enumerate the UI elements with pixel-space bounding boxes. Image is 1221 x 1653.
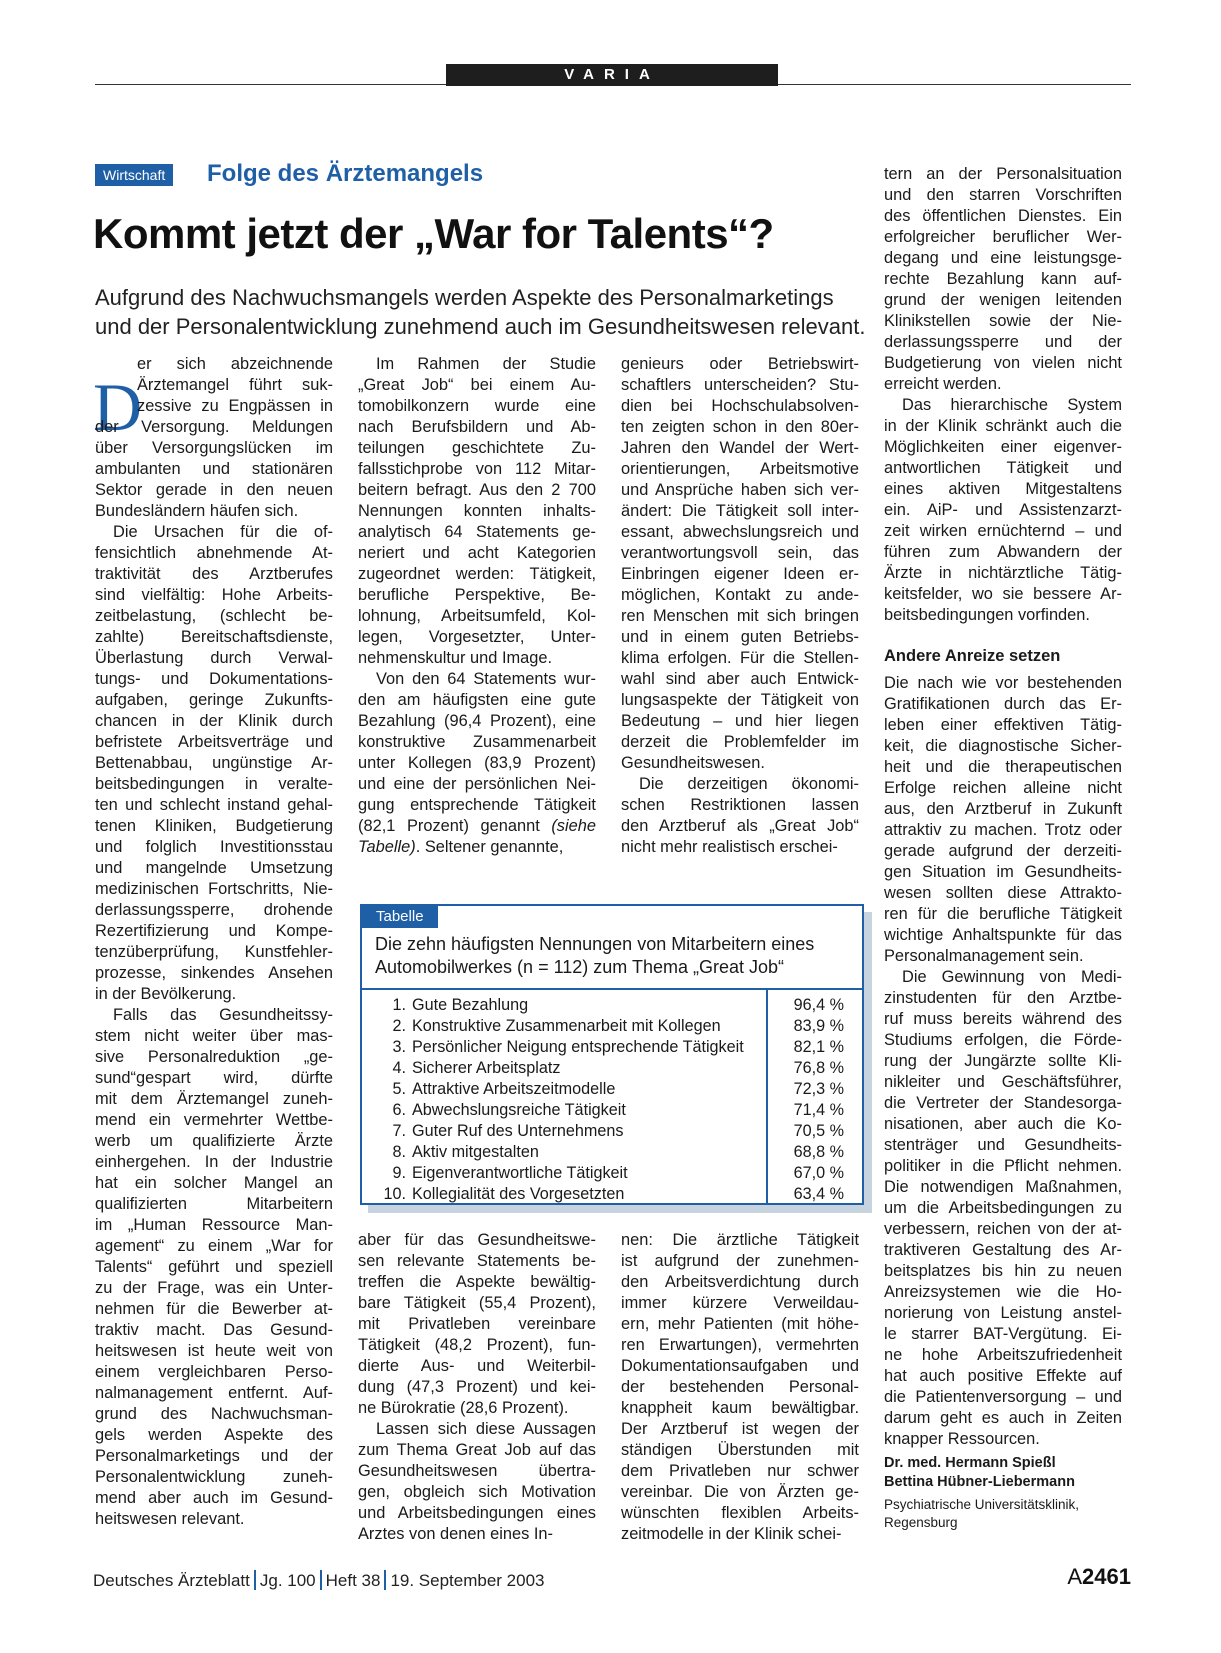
text-line: schaftlers unterscheiden? Stu-: [621, 376, 859, 394]
text-line: tomobilkonzern wurde eine: [358, 397, 596, 415]
text-line: tenen Kliniken, Budgetierung: [95, 817, 333, 835]
percentage-value: 70,5 %: [793, 1122, 844, 1140]
text-line: Falls das Gesundheitssy-: [113, 1006, 333, 1024]
kicker-title: Folge des Ärztemangels: [207, 160, 484, 187]
text-line: wahl sind aber auch Entwick-: [621, 670, 859, 688]
text-line: essant, abwechslungsreich und: [621, 523, 859, 541]
text-line: teilungen geschichtete Zu-: [358, 439, 596, 457]
text-line: derzeit die Problemfelder im: [621, 733, 859, 751]
text-line: beitern befragt. Aus den 2 700: [358, 481, 596, 499]
table-rule: [362, 988, 862, 990]
rank-number: 3.: [392, 1038, 406, 1056]
text-line: grund der wenigen leitenden: [884, 291, 1122, 309]
text-line: ren Menschen mit sich bringen: [621, 607, 859, 625]
item-label: Gute Bezahlung: [412, 996, 529, 1014]
journal-volume: Jg. 100: [259, 1571, 316, 1590]
text-line: beitsplatzes bis hin zu neuen: [884, 1262, 1122, 1280]
percentage-value: 72,3 %: [793, 1080, 844, 1098]
text-line: Anreizsystemen wie die Ho-: [884, 1283, 1122, 1301]
text-line: gels werden Aspekte des: [95, 1426, 333, 1444]
text-line: über Versorgungslücken im: [95, 439, 333, 457]
text-line: dierte Aus- und Weiterbil-: [358, 1357, 596, 1375]
text-line: heitswesen ist heute weit von: [95, 1342, 333, 1360]
text-line: einem vergleichbaren Perso-: [95, 1363, 333, 1381]
text-line: tungs- und Dokumentations-: [95, 670, 333, 688]
text-line: heit und die therapeutischen: [884, 758, 1122, 776]
text-line: aus, den Arztberuf in Zukunft: [884, 800, 1122, 818]
rank-number: 1.: [392, 996, 406, 1014]
text-line: keitsfelder, wo sie bessere Ar-: [884, 585, 1122, 603]
item-label: Aktiv mitgestalten: [412, 1143, 539, 1161]
item-label: Attraktive Arbeitszeitmodelle: [412, 1080, 616, 1098]
table-body: [382, 995, 862, 1205]
section-label: VARIA: [446, 64, 778, 86]
text-line: [358, 816, 596, 837]
text-line: klima erfolgen. Für die Stellen-: [621, 649, 859, 667]
text-line: zahlte) Bereitschaftsdienste,: [95, 628, 333, 646]
item-label: Konstruktive Zusammenarbeit mit Kollegen: [412, 1017, 721, 1035]
text-line: gung entsprechende Tätigkeit: [358, 796, 596, 814]
text-line: den am häufigsten eine gute: [358, 691, 596, 709]
text-line: Tätigkeit (48,2 Prozent), fun-: [358, 1336, 596, 1354]
text-line: Im Rahmen der Studie: [376, 355, 596, 373]
author-name: Dr. med. Hermann Spießl: [884, 1455, 1056, 1471]
footer-divider: [384, 1570, 386, 1590]
item-label: Abwechslungsreiche Tätigkeit: [412, 1101, 626, 1119]
table-row: [382, 1037, 862, 1058]
text-line: gen Situation im Gesundheits-: [884, 863, 1122, 881]
text-line: und Arbeitsbedingungen eines: [358, 1504, 596, 1522]
text-line: nalmanagement entfernt. Auf-: [95, 1384, 333, 1402]
text-line: rung der Jungärzte sollte Kli-: [884, 1052, 1122, 1070]
text-line: beitsbedingungen in veralte-: [95, 775, 333, 793]
text-line: antwortlichen Tätigkeit und: [884, 459, 1122, 477]
subheadline-line: und der Personalentwicklung zunehmend auch im Gesundheitswesen relevant.: [95, 314, 866, 339]
journal-date: 19. September 2003: [390, 1571, 545, 1590]
text-line: Die Gewinnung von Medi-: [902, 968, 1122, 986]
text-line: zeitmodelle in der Klinik schei-: [621, 1525, 842, 1543]
text-line: konstruktive Zusammenarbeit: [358, 733, 596, 751]
percentage-value: 63,4 %: [793, 1185, 844, 1203]
rank-number: 6.: [392, 1101, 406, 1119]
text-line: einhergehen. In der Industrie: [95, 1153, 333, 1171]
author-name: Bettina Hübner-Liebermann: [884, 1474, 1075, 1490]
text-line: nisationen, aber auch die Ko-: [884, 1115, 1122, 1133]
text-line: ambulanten und stationären: [95, 460, 333, 478]
text-line: rechte Bezahlung kann auf-: [884, 270, 1122, 288]
text-line: dem Privatleben nur schwer: [621, 1462, 859, 1480]
text-line: Bedeutung – und hier liegen: [621, 712, 859, 730]
text-line: Gesundheitswesen.: [621, 754, 765, 772]
text-line: wichtige Anhaltspunkte für das: [884, 926, 1122, 944]
text-line: Personalmarketings und der: [95, 1447, 333, 1465]
rank-number: 4.: [392, 1059, 406, 1077]
text-line: lohnung, Arbeitsumfeld, Kol-: [358, 607, 596, 625]
text-line: Dokumentationsaufgaben und: [621, 1357, 859, 1375]
text-line: werb um qualifizierte Ärzte: [95, 1132, 333, 1150]
text-line: stenträger und Gesundheits-: [884, 1136, 1122, 1154]
text-line: zu der Frage, was ein Unter-: [95, 1279, 333, 1297]
text-line: lungsaspekte der Tätigkeit von: [621, 691, 859, 709]
percentage-value: 67,0 %: [793, 1164, 844, 1182]
rank-number: 9.: [392, 1164, 406, 1182]
text-line: um die Arbeitsbedingungen zu: [884, 1199, 1122, 1217]
text-line: der bestehenden Personal-: [621, 1378, 859, 1396]
text-line: Personalmanagement sein.: [884, 947, 1084, 965]
text-line: nach Berufsbildern und Ab-: [358, 418, 596, 436]
text-line: Studiums erfolgen, die Förde-: [884, 1031, 1122, 1049]
subheadline: [95, 283, 875, 341]
text-line: ein. AiP- und Assistenzarzt-: [884, 501, 1122, 519]
text-line: aufgaben, geringe Zukunfts-: [95, 691, 333, 709]
text-line: der Versorgung. Meldungen: [95, 418, 333, 436]
text-line: des öffentlichen Dienstes. Ein: [884, 207, 1122, 225]
text-line: hat ein solcher Mangel an: [95, 1174, 333, 1192]
table-row: [382, 1142, 862, 1163]
table-row: [382, 1184, 862, 1205]
text-line: zinstudenten für den Arztbe-: [884, 989, 1122, 1007]
text-line: in der Klinik schränkt auch die: [884, 417, 1122, 435]
text-line: tern an der Personalsituation: [884, 165, 1122, 183]
text-line: tenzüberprüfung, Kunstfehler-: [95, 943, 333, 961]
text-line: nicht mehr realistisch erschei-: [621, 838, 838, 856]
table-caption-line: Automobilwerkes (n = 112) zum Thema „Great Job“: [375, 957, 784, 977]
text-line: er sich abzeichnende: [137, 355, 333, 373]
table-caption-line: Die zehn häufigsten Nennungen von Mitarbeitern eines: [375, 934, 815, 954]
text-line: Die Ursachen für die of-: [113, 523, 333, 541]
data-table: [360, 904, 864, 1205]
section-heading: Andere Anreize setzen: [884, 647, 1061, 665]
text-line: und eine der persönlichen Nei-: [358, 775, 596, 793]
text-line: Von den 64 Statements wur-: [376, 670, 596, 688]
text-line: erreicht werden.: [884, 375, 1002, 393]
journal-issue: Heft 38: [325, 1571, 381, 1590]
text-line: führen zum Abwandern der: [884, 543, 1122, 561]
text-line: derlassungssperre und der: [884, 333, 1122, 351]
text-line: legen, Vorgesetzter, Unter-: [358, 628, 596, 646]
column-4: [884, 164, 1122, 1532]
text-line: dung (47,3 Prozent) und kei-: [358, 1378, 596, 1396]
text-line: zessive zu Engpässen in: [137, 397, 333, 415]
text-line: attraktiv zu machen. Trotz oder: [884, 821, 1122, 839]
rank-number: 10.: [383, 1185, 406, 1203]
text-line: zeit wirken ernüchternd – und: [884, 522, 1122, 540]
text-line: Gesundheitswesen übertra-: [358, 1462, 596, 1480]
text-line: Die derzeitigen ökonomi-: [639, 775, 859, 793]
text-line: Personalentwicklung zuneh-: [95, 1468, 333, 1486]
text-line: ne Bürokratie (28,6 Prozent).: [358, 1399, 569, 1417]
table-row: [382, 1079, 862, 1100]
text-line: Gratifikationen durch das Er-: [884, 695, 1122, 713]
text-line: degang und eine leistungsge-: [884, 249, 1122, 267]
text-line: „Great Job“ bei einem Au-: [358, 376, 596, 394]
footer-divider: [320, 1570, 322, 1590]
text-line: bare Tätigkeit (55,4 Prozent),: [358, 1294, 596, 1312]
text-line: Die nach wie vor bestehenden: [884, 674, 1122, 692]
percentage-value: 76,8 %: [793, 1059, 844, 1077]
text-line: keit, die diagnostische Sicher-: [884, 737, 1122, 755]
text-line: und mangelnde Umsetzung: [95, 859, 333, 877]
drop-cap: D: [93, 369, 143, 445]
footer-citation: [93, 1570, 545, 1591]
text-line: ten und schlecht instand gehal-: [95, 796, 333, 814]
text-line: hat auch positive Effekte auf: [884, 1367, 1122, 1385]
table-row: [382, 1100, 862, 1121]
text-line: sund“gespart wird, dürfte: [95, 1069, 333, 1087]
table-row: [382, 1016, 862, 1037]
text-line: Möglichkeiten einer eigenver-: [884, 438, 1122, 456]
text-line: norierung von Leistung anstel-: [884, 1304, 1122, 1322]
text-line: in der Bevölkerung.: [95, 985, 237, 1003]
item-label: Eigenverantwortliche Tätigkeit: [412, 1164, 628, 1182]
text-line: heitswesen relevant.: [95, 1510, 245, 1528]
text-line: traktiveren Gestaltung des Ar-: [884, 1241, 1122, 1259]
text-line: den Arztberuf als „Great Job“: [621, 817, 859, 835]
text-line: die Vertreter der Standesorga-: [884, 1094, 1122, 1112]
text-line: Nennungen konnten inhalts-: [358, 502, 596, 520]
column-2-bottom: [358, 1230, 596, 1545]
column-2-top: [358, 354, 596, 858]
text-line: dien bei Hochschulabsolven-: [621, 397, 859, 415]
text-line: und den starren Vorschriften: [884, 186, 1122, 204]
table-row: [382, 1058, 862, 1079]
text-line: und folglich Investitionsstau: [95, 838, 333, 856]
text-line: nehmenskultur und Image.: [358, 649, 553, 667]
column-3-top: [621, 354, 859, 858]
item-label: Persönlicher Neigung entsprechende Tätigkeit: [412, 1038, 744, 1056]
text-line: gen, obgleich sich Motivation: [358, 1483, 596, 1501]
text-line: nikleiter und Geschäftsführer,: [884, 1073, 1122, 1091]
text-line: zeitbelastung, (schlecht be-: [95, 607, 333, 625]
text-line: Bettenabbau, ungünstige Ar-: [95, 754, 333, 772]
text-line: erfolgreicher beruflicher Wer-: [884, 228, 1122, 246]
page-number-value: 2461: [1082, 1564, 1131, 1589]
text-line: ne hohe Arbeitszufriedenheit: [884, 1346, 1122, 1364]
text-line: ren für die berufliche Tätigkeit: [884, 905, 1122, 923]
text-line: le starrer BAT-Vergütung. Ei-: [884, 1325, 1122, 1343]
text-line: leben einer effektiven Tätig-: [884, 716, 1122, 734]
category-tag: Wirtschaft: [95, 164, 173, 186]
text-line: vereinbar. Die von Ärzten ge-: [621, 1483, 859, 1501]
percentage-value: 71,4 %: [793, 1101, 844, 1119]
text-line: Lassen sich diese Aussagen: [376, 1420, 596, 1438]
text-line: schen Restriktionen lassen: [621, 796, 859, 814]
text-line: treffen die Aspekte bewältig-: [358, 1273, 596, 1291]
percentage-value: 96,4 %: [793, 996, 844, 1014]
text-line: agement“ zu einem „War for: [95, 1237, 333, 1255]
text-line: neriert und acht Kategorien: [358, 544, 596, 562]
text-line: fensichtlich abnehmende At-: [95, 544, 333, 562]
text-fragment: . Seltener genannte,: [415, 838, 564, 856]
text-line: ten zeigten schon in den 80er-: [621, 418, 859, 436]
column-1: [95, 354, 333, 1530]
text-line: darum geht es auch in Zeiten: [884, 1409, 1122, 1427]
text-line: möglichen, Kontakt zu ande-: [621, 586, 859, 604]
table-reference: (siehe: [551, 817, 596, 835]
text-line: knappheit kaum bewältigbar.: [621, 1399, 859, 1417]
page-prefix: A: [1067, 1564, 1083, 1589]
text-line: analytisch 64 Statements ge-: [358, 523, 596, 541]
text-line: Arztes von denen eines In-: [358, 1525, 553, 1543]
item-label: Sicherer Arbeitsplatz: [412, 1059, 561, 1077]
text-line: ern, mehr Patienten (mit höhe-: [621, 1315, 859, 1333]
text-line: mend aber auch im Gesund-: [95, 1489, 333, 1507]
text-line: Talents“ geführt und speziell: [95, 1258, 333, 1276]
text-fragment: (82,1 Prozent) genannt: [358, 817, 552, 835]
text-line: Sektor gerade in den neuen: [95, 481, 333, 499]
text-line: Klinikstellen sowie der Nie-: [884, 312, 1122, 330]
text-line: prozesse, sinkendes Ansehen: [95, 964, 333, 982]
text-line: verantwortungsvoll sein, das: [621, 544, 859, 562]
column-3-bottom: [621, 1230, 859, 1545]
text-line: Überlastung durch Verwal-: [95, 649, 333, 667]
text-line: und Ansprüche haben sich ver-: [621, 481, 859, 499]
footer-divider: [254, 1570, 256, 1590]
text-line: nehmen für die Bewerber at-: [95, 1300, 333, 1318]
text-line: mend ein vermehrter Wettbe-: [95, 1111, 333, 1129]
text-line: gerade aufgrund der derzeiti-: [884, 842, 1122, 860]
text-line: ständigen Überstunden mit: [621, 1441, 859, 1459]
text-line: Der Arztberuf ist wegen der: [621, 1420, 859, 1438]
text-line: Jahren den Wandel der Wert-: [621, 439, 859, 457]
percentage-value: 68,8 %: [793, 1143, 844, 1161]
text-line: mit dem Ärztemangel zuneh-: [95, 1090, 333, 1108]
item-label: Guter Ruf des Unternehmens: [412, 1122, 624, 1140]
table-row: [382, 995, 862, 1016]
text-line: Bezahlung (96,4 Prozent), eine: [358, 712, 596, 730]
text-line: sind vielfältig: Hohe Arbeits-: [95, 586, 333, 604]
rank-number: 7.: [392, 1122, 406, 1140]
page-number: [1067, 1564, 1131, 1590]
author-affiliation: Psychiatrische Universitätsklinik,: [884, 1497, 1080, 1512]
text-line: verbessern, reichen von der at-: [884, 1220, 1122, 1238]
text-line: ist aufgrund der zunehmen-: [621, 1252, 859, 1270]
item-label: Kollegialität des Vorgesetzten: [412, 1185, 625, 1203]
text-line: grund des Nachwuchsman-: [95, 1405, 333, 1423]
rank-number: 5.: [392, 1080, 406, 1098]
subheadline-line: Aufgrund des Nachwuchsmangels werden Aspekte des Personalmarketings: [95, 285, 834, 310]
text-line: im „Human Ressource Man-: [95, 1216, 333, 1234]
headline: Kommt jetzt der „War for Talents“?: [93, 210, 774, 257]
table-reference: Tabelle): [358, 838, 416, 856]
text-line: stem nicht weiter über mas-: [95, 1027, 333, 1045]
rank-number: 2.: [392, 1017, 406, 1035]
text-line: derlassungssperre, drohende: [95, 901, 333, 919]
text-line: wesen sollten diese Attrakto-: [884, 884, 1122, 902]
author-affiliation: Regensburg: [884, 1515, 958, 1530]
text-line: [358, 837, 596, 858]
text-line: Ärzte in nichtärztliche Tätig-: [884, 564, 1122, 582]
text-line: Einbringen eigener Ideen er-: [621, 565, 859, 583]
text-line: sive Personalreduktion „ge-: [95, 1048, 333, 1066]
text-line: Bundesländern häufen sich.: [95, 502, 299, 520]
text-line: beitsbedingungen vorfinden.: [884, 606, 1090, 624]
text-line: traktivität des Arztberufes: [95, 565, 333, 583]
text-line: immer kürzere Verweildau-: [621, 1294, 859, 1312]
text-line: politiker in die Pflicht nehmen.: [884, 1157, 1122, 1175]
text-line: fallsstichprobe von 112 Mitar-: [358, 460, 596, 478]
text-line: knapper Ressourcen.: [884, 1430, 1040, 1448]
text-line: unter Kollegen (83,9 Prozent): [358, 754, 596, 772]
text-line: Die notwendigen Maßnahmen,: [884, 1178, 1122, 1196]
text-line: Ärztemangel führt suk-: [137, 376, 333, 394]
text-line: eines aktiven Mitgestaltens: [884, 480, 1122, 498]
text-line: Das hierarchische System: [902, 396, 1122, 414]
text-line: zum Thema Great Job auf das: [358, 1441, 596, 1459]
text-line: wünschten flexiblen Arbeits-: [621, 1504, 859, 1522]
text-line: die Patientenversorgung – und: [884, 1388, 1122, 1406]
text-line: mit Privatleben vereinbare: [358, 1315, 596, 1333]
table-row: [382, 1163, 862, 1184]
text-line: ruf muss bereits während des: [884, 1010, 1122, 1028]
text-line: zugeordnet werden: Tätigkeit,: [358, 565, 596, 583]
text-line: befristete Arbeitsverträge und: [95, 733, 333, 751]
percentage-value: 83,9 %: [793, 1017, 844, 1035]
text-line: den Arbeitsverdichtung durch: [621, 1273, 859, 1291]
table-caption: [375, 933, 814, 979]
text-line: Rezertifizierung und Kompe-: [95, 922, 333, 940]
text-line: und in einem guten Betriebs-: [621, 628, 859, 646]
text-line: genieurs oder Betriebswirt-: [621, 355, 859, 373]
text-line: ren Erwartungen), vermehrten: [621, 1336, 859, 1354]
text-line: chancen in der Klinik durch: [95, 712, 333, 730]
text-line: aber für das Gesundheitswe-: [358, 1231, 596, 1249]
text-line: qualifizierten Mitarbeitern: [95, 1195, 333, 1213]
text-line: ändert: Die Tätigkeit soll inter-: [621, 502, 859, 520]
table-tag: Tabelle: [362, 906, 438, 928]
text-line: traktiv macht. Das Gesund-: [95, 1321, 333, 1339]
table-row: [382, 1121, 862, 1142]
text-line: berufliche Perspektive, Be-: [358, 586, 596, 604]
journal-name: Deutsches Ärzteblatt: [93, 1571, 250, 1590]
text-line: medizinischen Fortschritts, Nie-: [95, 880, 333, 898]
rank-number: 8.: [392, 1143, 406, 1161]
text-line: orientierungen, Arbeitsmotive: [621, 460, 859, 478]
text-line: Erfolge reichen alleine nicht: [884, 779, 1122, 797]
text-line: Budgetierung von vielen nicht: [884, 354, 1122, 372]
text-line: sen relevante Statements be-: [358, 1252, 596, 1270]
text-line: nen: Die ärztliche Tätigkeit: [621, 1231, 859, 1249]
percentage-value: 82,1 %: [793, 1038, 844, 1056]
